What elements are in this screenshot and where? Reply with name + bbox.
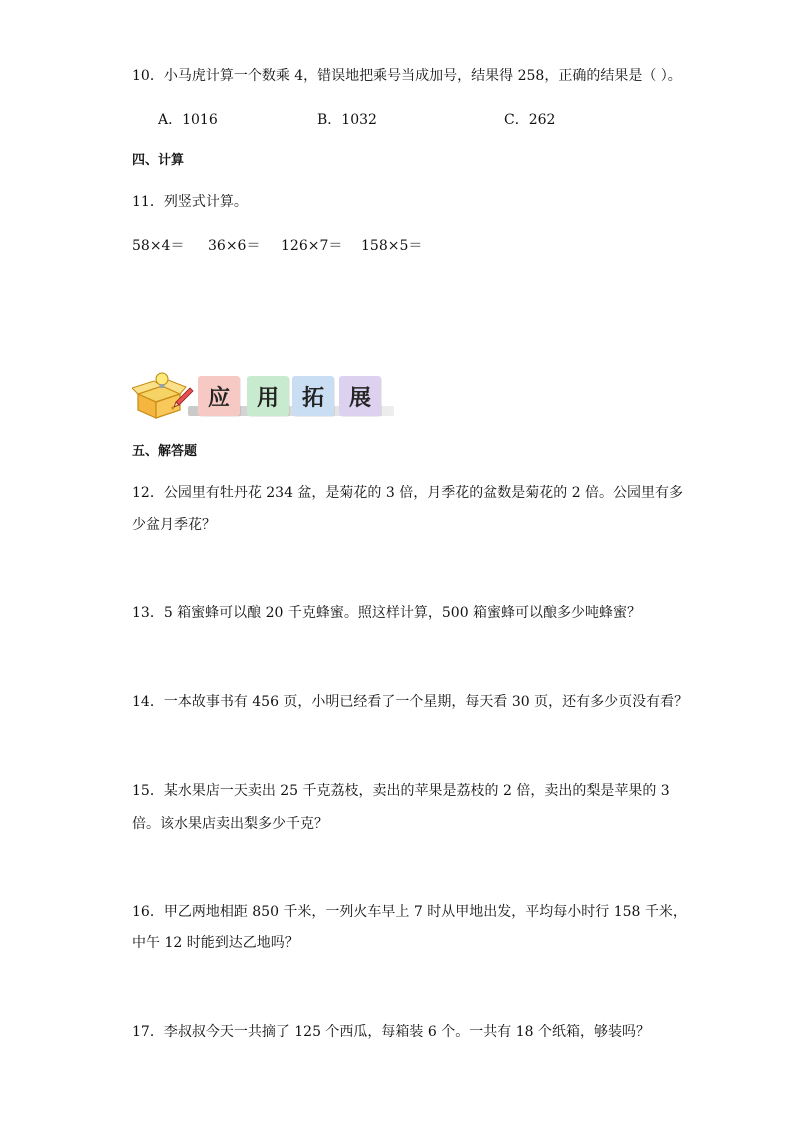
calc-item-3: 126×7＝ — [281, 238, 343, 254]
question-12-line-2: 少盆月季花？ — [132, 517, 216, 533]
question-16-line-1: 16．甲乙两地相距 850 千米，一列火车早上 7 时从甲地出发，平均每小时行 158 千米， — [132, 904, 687, 920]
question-10-text: 10．小马虎计算一个数乘 4，错误地把乘号当成加号，结果得 258，正确的结果是（ ）。 — [132, 68, 682, 84]
question-10-option-c: C．262 — [504, 112, 556, 128]
application-extension-banner — [132, 372, 394, 422]
question-17-text: 17．李叔叔今天一共摘了 125 个西瓜，每箱装 6 个。一共有 18 个纸箱，够装吗？ — [132, 1024, 650, 1040]
question-13-text: 13．5 箱蜜蜂可以酿 20 千克蜂蜜。照这样计算，500 箱蜜蜂可以酿多少吨蜂蜜？ — [132, 605, 642, 621]
question-15-line-1: 15．某水果店一天卖出 25 千克荔枝，卖出的苹果是荔枝的 2 倍，卖出的梨是苹果的 3 — [132, 783, 670, 799]
idea-box-icon — [132, 372, 194, 422]
question-11-text: 11．列竖式计算。 — [132, 194, 248, 210]
svg-text:★: ★ — [170, 405, 176, 412]
question-12-line-1: 12．公园里有牡丹花 234 盆，是菊花的 3 倍，月季花的盆数是菊花的 2 倍。公园里有多 — [132, 485, 684, 501]
banner-tile-2: 用 — [247, 376, 289, 416]
section-title-word-problems: 五、解答题 — [132, 444, 198, 459]
section-title-calculation: 四、计算 — [132, 153, 185, 168]
calc-item-2: 36×6＝ — [208, 238, 261, 254]
banner-tile-4: 展 — [339, 376, 381, 416]
question-15-line-2: 倍。该水果店卖出梨多少千克？ — [132, 816, 328, 832]
question-16-line-2: 中午 12 时能到达乙地吗？ — [132, 935, 299, 951]
banner-tile-3: 拓 — [292, 376, 334, 416]
calc-item-4: 158×5＝ — [361, 238, 423, 254]
question-10-option-b: B．1032 — [317, 112, 377, 128]
question-10-option-a: A．1016 — [158, 112, 218, 128]
calc-item-1: 58×4＝ — [132, 238, 185, 254]
banner-tile-1: 应 — [198, 376, 240, 416]
question-14-text: 14．一本故事书有 456 页，小明已经看了一个星期，每天看 30 页，还有多少页没有看？ — [132, 694, 689, 710]
